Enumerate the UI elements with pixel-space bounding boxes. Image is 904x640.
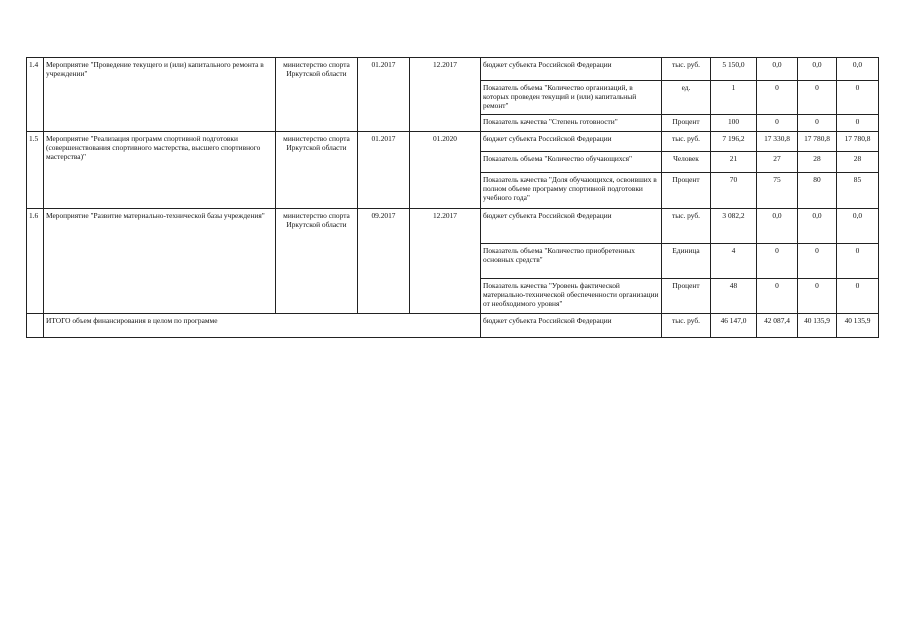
value-3: 0,0: [798, 209, 837, 244]
indicator-name: Показатель качества "Доля обучающихся, освоивших в полном объеме программу спортивной подготовки учебного года": [481, 173, 662, 209]
executor: министерство спорта Иркутской области: [276, 209, 358, 314]
unit: Процент: [662, 173, 711, 209]
unit: тыс. руб.: [662, 58, 711, 81]
value-2: 0: [757, 115, 798, 132]
value-1: 48: [711, 279, 757, 314]
value-2: 0: [757, 81, 798, 115]
event-name: Мероприятие "Реализация программ спортивной подготовки (совершенствования спортивного мастерства, высшего спортивного мастерства)": [44, 132, 276, 209]
value-1: 21: [711, 152, 757, 173]
value-4: 0: [837, 115, 879, 132]
value-3: 17 780,8: [798, 132, 837, 152]
value-2: 0: [757, 244, 798, 279]
value-3: 0: [798, 244, 837, 279]
value-3: 28: [798, 152, 837, 173]
executor: министерство спорта Иркутской области: [276, 58, 358, 132]
value-2: 27: [757, 152, 798, 173]
end-date: 12.2017: [410, 209, 481, 314]
row-number: 1.4: [27, 58, 44, 132]
value-1: 4: [711, 244, 757, 279]
value-1: 7 196,2: [711, 132, 757, 152]
value-4: 0,0: [837, 209, 879, 244]
value-2: 75: [757, 173, 798, 209]
executor: министерство спорта Иркутской области: [276, 132, 358, 209]
value-1: 70: [711, 173, 757, 209]
value-1: 100: [711, 115, 757, 132]
value-2: 0: [757, 279, 798, 314]
value-3: 0,0: [798, 58, 837, 81]
value-1: 3 082,2: [711, 209, 757, 244]
value-2: 42 087,4: [757, 314, 798, 338]
indicator-name: бюджет субъекта Российской Федерации: [481, 209, 662, 244]
unit: тыс. руб.: [662, 132, 711, 152]
start-date: 01.2017: [358, 132, 410, 209]
event-name: Мероприятие "Развитие материально-технической базы учреждения": [44, 209, 276, 314]
value-4: 85: [837, 173, 879, 209]
unit: Единица: [662, 244, 711, 279]
indicator-name: Показатель качества "Степень готовности": [481, 115, 662, 132]
value-3: 80: [798, 173, 837, 209]
unit: тыс. руб.: [662, 314, 711, 338]
indicator-name: бюджет субъекта Российской Федерации: [481, 58, 662, 81]
indicator-name: Показатель объема "Количество обучающихся": [481, 152, 662, 173]
indicator-name: Показатель качества "Уровень фактической материально-технической обеспеченности организации от необходимого уровня": [481, 279, 662, 314]
value-4: 40 135,9: [837, 314, 879, 338]
unit: ед.: [662, 81, 711, 115]
table-row: [27, 58, 879, 81]
value-4: 0,0: [837, 58, 879, 81]
table-row: [27, 209, 879, 244]
indicator-name: Показатель объема "Количество приобретенных основных средств": [481, 244, 662, 279]
start-date: 01.2017: [358, 58, 410, 132]
total-row: [27, 314, 879, 338]
program-table: [26, 57, 879, 338]
value-1: 1: [711, 81, 757, 115]
table-row: [27, 132, 879, 152]
value-3: 0: [798, 115, 837, 132]
value-1: 5 150,0: [711, 58, 757, 81]
value-4: 0: [837, 279, 879, 314]
value-2: 0,0: [757, 209, 798, 244]
unit: Процент: [662, 279, 711, 314]
value-3: 0: [798, 279, 837, 314]
indicator-name: бюджет субъекта Российской Федерации: [481, 314, 662, 338]
value-3: 40 135,9: [798, 314, 837, 338]
value-2: 0,0: [757, 58, 798, 81]
value-4: 0: [837, 244, 879, 279]
total-label: ИТОГО объем финансирования в целом по программе: [44, 314, 481, 338]
value-3: 0: [798, 81, 837, 115]
value-1: 46 147,0: [711, 314, 757, 338]
indicator-name: бюджет субъекта Российской Федерации: [481, 132, 662, 152]
indicator-name: Показатель объема "Количество организаций, в которых проведен текущий и (или) капитальный ремонт": [481, 81, 662, 115]
row-number: [27, 314, 44, 338]
unit: Человек: [662, 152, 711, 173]
row-number: 1.5: [27, 132, 44, 209]
end-date: 12.2017: [410, 58, 481, 132]
unit: тыс. руб.: [662, 209, 711, 244]
row-number: 1.6: [27, 209, 44, 314]
value-4: 0: [837, 81, 879, 115]
value-2: 17 330,8: [757, 132, 798, 152]
unit: Процент: [662, 115, 711, 132]
value-4: 28: [837, 152, 879, 173]
value-4: 17 780,8: [837, 132, 879, 152]
event-name: Мероприятие "Проведение текущего и (или) капитального ремонта в учреждении": [44, 58, 276, 132]
start-date: 09.2017: [358, 209, 410, 314]
end-date: 01.2020: [410, 132, 481, 209]
